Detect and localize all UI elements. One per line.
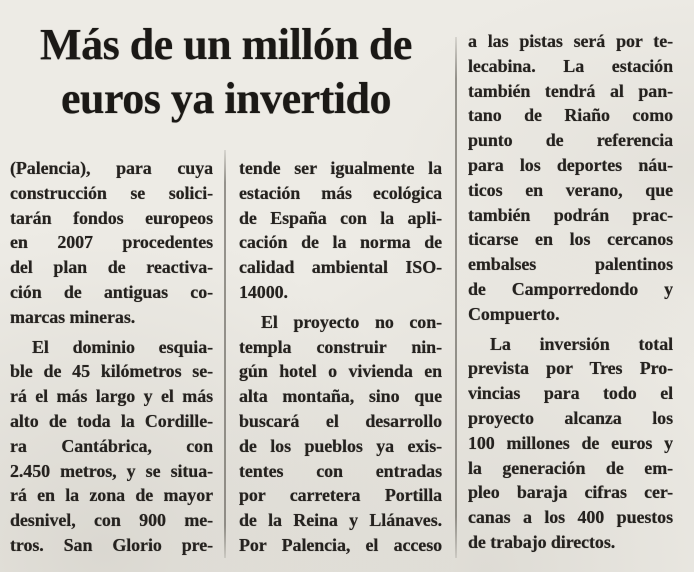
text-line: Compuerto. xyxy=(468,303,560,324)
text-line: marcas mineras. xyxy=(10,306,136,327)
column-rule-1 xyxy=(224,150,226,558)
paragraph xyxy=(468,332,673,555)
text-line: calidad ambiental ISO- xyxy=(239,257,442,278)
text-line: Por Palencia, el acceso xyxy=(239,534,442,555)
text-line: rá en la zona de mayor xyxy=(10,485,213,506)
text-line: tentes con entradas xyxy=(239,460,442,481)
paragraph xyxy=(239,310,442,558)
text-line: ticos en verano, que xyxy=(468,179,673,200)
text-line: rá el más largo y el más xyxy=(10,386,213,407)
text-line: a las pistas será por te- xyxy=(468,31,673,51)
text-line: buscará el desarrollo xyxy=(239,410,442,431)
text-line: El proyecto no con- xyxy=(261,311,442,332)
paragraph xyxy=(10,335,213,558)
text-line: también podrán prac- xyxy=(468,204,673,225)
text-line: construcción se solici- xyxy=(10,182,213,203)
paragraph xyxy=(239,156,442,305)
article-column-3 xyxy=(468,29,673,555)
article-column-2 xyxy=(239,156,442,558)
text-line: para los deportes náu- xyxy=(468,154,673,175)
text-line: canas a los 400 puestos xyxy=(468,507,673,528)
text-line: La inversión total xyxy=(490,333,673,354)
text-line: (Palencia), para cuya xyxy=(10,158,213,178)
text-line: 14000. xyxy=(239,281,288,302)
text-line: tano de Riaño como xyxy=(468,105,673,126)
article-column-1 xyxy=(10,156,213,558)
text-line: alto de toda la Cordille- xyxy=(10,410,213,431)
text-line: El dominio esquia- xyxy=(32,336,213,357)
text-line: del plan de reactiva- xyxy=(10,257,213,278)
text-line: tarán fondos europeos xyxy=(10,207,213,228)
text-line: también tendrá al pan- xyxy=(468,80,673,101)
text-line: alta montaña, sino que xyxy=(239,386,442,407)
text-line: de Camporredondo y xyxy=(468,278,673,299)
text-line: templa construir nin- xyxy=(239,336,442,357)
text-line: desnivel, con 900 me- xyxy=(10,510,213,531)
text-line: ra Cantábrica, con xyxy=(10,435,213,456)
text-line: de la Reina y Llánaves. xyxy=(239,510,442,531)
text-line: de trabajo directos. xyxy=(468,531,616,552)
text-line: prevista por Tres Pro- xyxy=(468,358,673,379)
text-line: embalses palentinos xyxy=(468,254,673,275)
text-line: ticarse en los cercanos xyxy=(468,229,673,250)
text-line: de los pueblos ya exis- xyxy=(239,435,442,456)
text-line: punto de referencia xyxy=(468,130,673,151)
text-line: por carretera Portilla xyxy=(239,485,442,506)
column-rule-2 xyxy=(455,37,457,558)
text-line: cación de la norma de xyxy=(239,232,442,253)
text-line: la generación de em- xyxy=(468,457,673,478)
paragraph xyxy=(10,156,213,330)
headline-line-1: Más de un millón de xyxy=(40,20,412,69)
paragraph xyxy=(468,29,673,327)
text-line: de España con la apli- xyxy=(239,207,442,228)
text-line: gún hotel o vivienda en xyxy=(239,361,442,382)
text-line: tros. San Glorio pre- xyxy=(10,534,213,555)
text-line: pleo baraja cifras cer- xyxy=(468,482,673,503)
text-line: proyecto alcanza los xyxy=(468,407,673,428)
headline-line-2: euros ya invertido xyxy=(61,74,391,123)
article-headline xyxy=(0,18,452,126)
text-line: 2.450 metros, y se situa- xyxy=(10,460,213,481)
text-line: estación más ecológica xyxy=(239,182,442,203)
text-line: lecabina. La estación xyxy=(468,55,673,76)
text-line: 100 millones de euros y xyxy=(468,432,673,453)
text-line: ble de 45 kilómetros se- xyxy=(10,361,213,382)
text-line: tende ser igualmente la xyxy=(239,158,442,178)
text-line: ción de antiguas co- xyxy=(10,281,213,302)
text-line: vincias para todo el xyxy=(468,383,673,404)
text-line: en 2007 procedentes xyxy=(10,232,213,253)
